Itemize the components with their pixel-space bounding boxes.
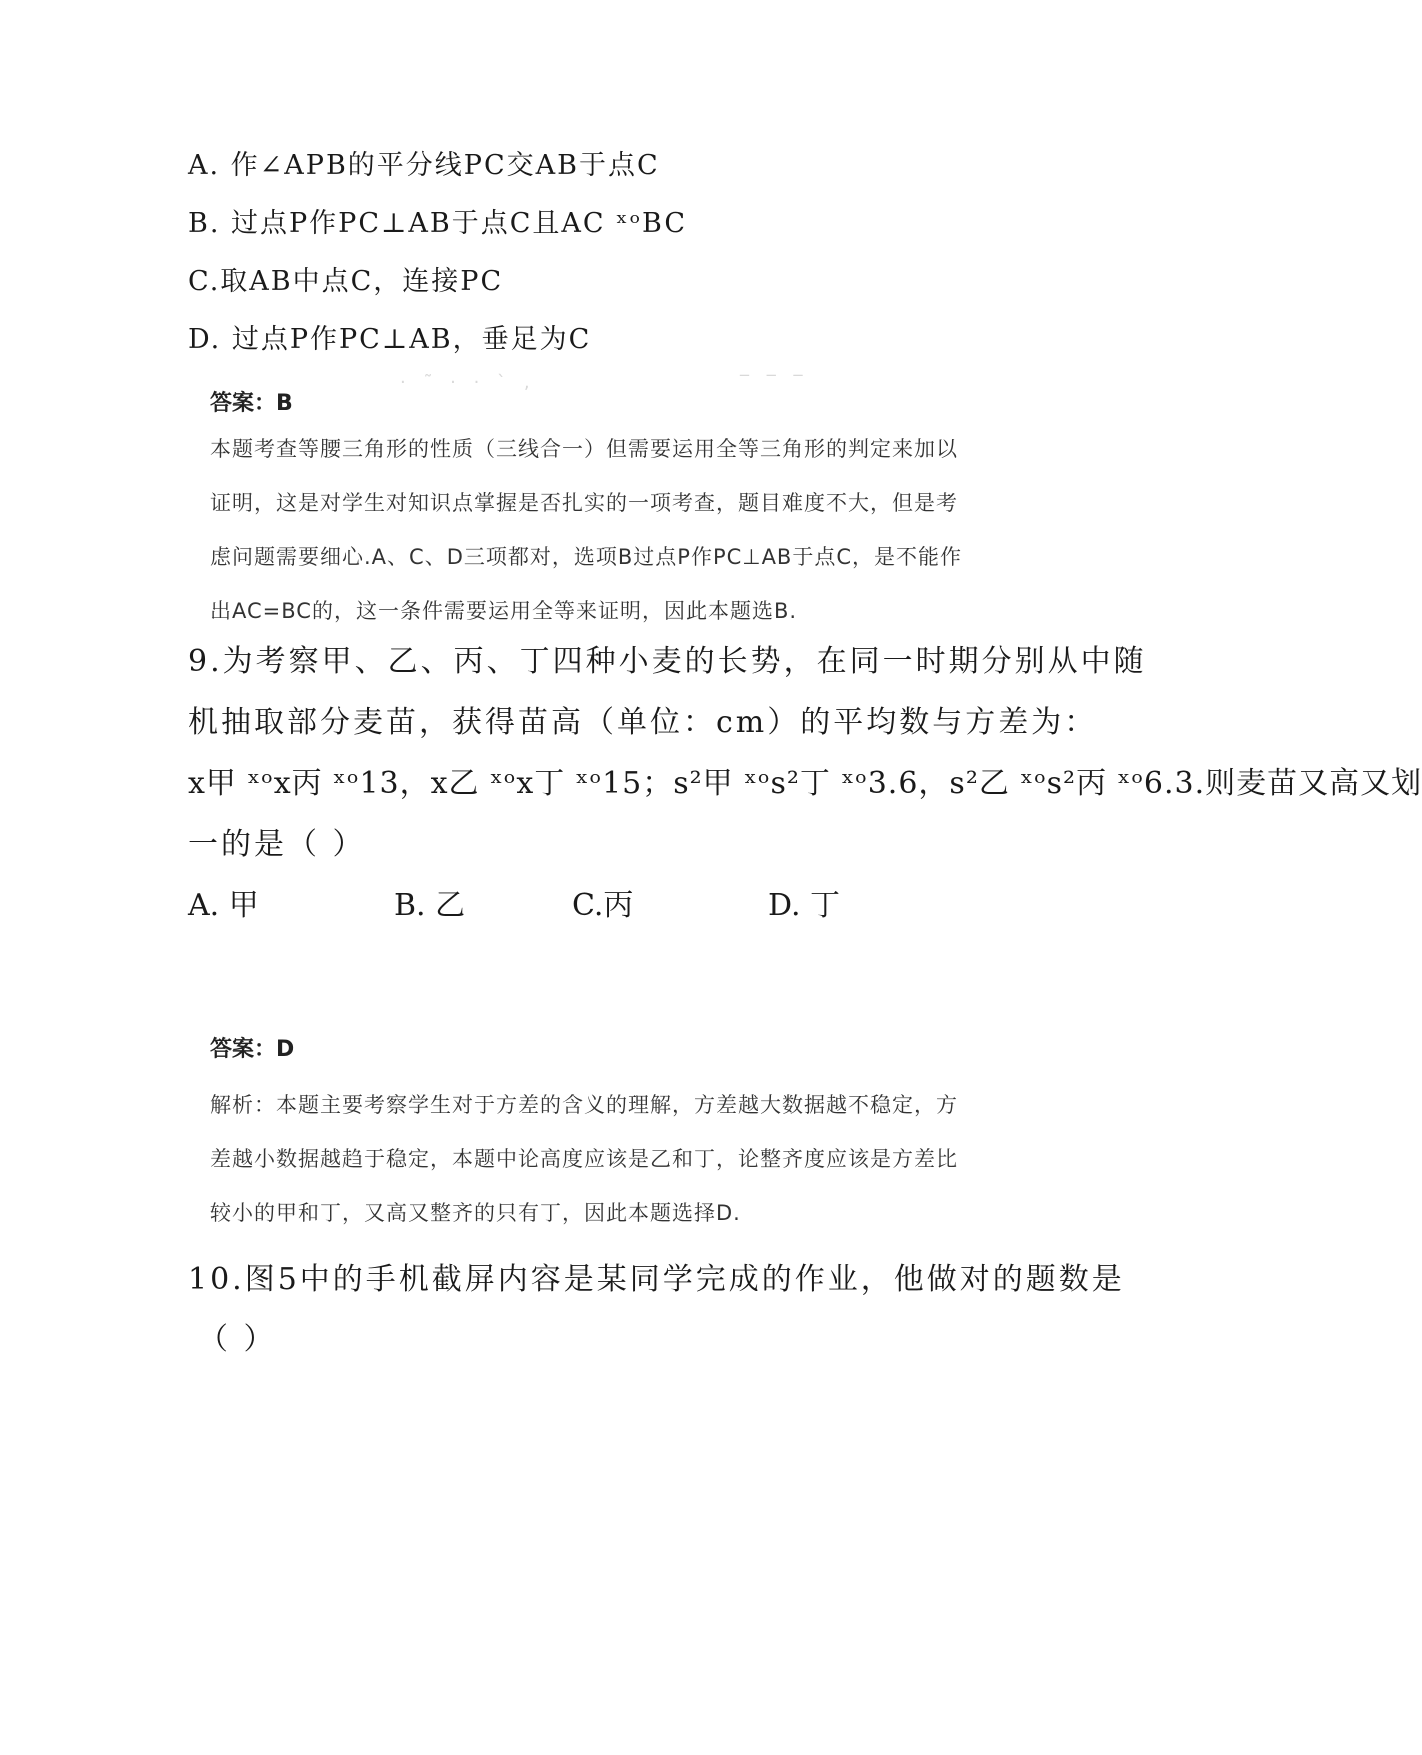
q8-option-a: A. 作∠APB的平分线PC交AB于点C	[188, 150, 660, 181]
q9-choice-a: A. 甲	[188, 888, 259, 923]
q8-explanation-line: 证明，这是对学生对知识点掌握是否扎实的一项考查，题目难度不大，但是考	[210, 491, 958, 515]
q10-stem-line: 10.图5中的手机截屏内容是某同学完成的作业，他做对的题数是	[188, 1262, 1125, 1297]
q9-explanation-line: 差越小数据越趋于稳定，本题中论高度应该是乙和丁，论整齐度应该是方差比	[210, 1147, 958, 1171]
q9-choice-d: D. 丁	[768, 888, 841, 923]
q9-stem-line: 9.为考察甲、乙、丙、丁四种小麦的长势，在同一时期分别从中随	[188, 644, 1147, 679]
q8-explanation-line: 出AC=BC的，这一条件需要运用全等来证明，因此本题选B.	[210, 599, 798, 623]
q9-explanation-line: 解析：本题主要考察学生对于方差的含义的理解，方差越大数据越不稳定，方	[210, 1093, 958, 1117]
q8-option-c: C.取AB中点C，连接PC	[188, 266, 504, 297]
q9-stem-line: 一的是（ ）	[188, 827, 366, 862]
q9-formula-line: x甲 ˣᵒx丙 ˣᵒ13，x乙 ˣᵒx丁 ˣᵒ15；s²甲 ˣᵒs²丁 ˣᵒ3.6，s²乙 ˣᵒs²丙 ˣᵒ6.3.则麦苗又高又划	[188, 766, 1422, 801]
q9-answer-label: 答案：D	[210, 1037, 295, 1062]
q8-answer-label: 答案：B	[210, 391, 293, 416]
q10-stem-line: （ ）	[198, 1322, 277, 1357]
q9-explanation-line: 较小的甲和丁，又高又整齐的只有丁，因此本题选择D.	[210, 1201, 741, 1225]
q8-option-d: D. 过点P作PC⊥AB，垂足为C	[188, 324, 592, 355]
q8-explanation-line: 本题考查等腰三角形的性质（三线合一）但需要运用全等三角形的判定来加以	[210, 437, 958, 461]
q9-stem-line: 机抽取部分麦苗，获得苗高（单位：cm）的平均数与方差为：	[188, 705, 1098, 740]
q9-choice-b: B. 乙	[394, 888, 466, 923]
scan-artifact: · ˜ · · ` ‚	[400, 372, 536, 393]
scan-artifact: ‾ ‾ ‾	[740, 372, 809, 393]
q8-explanation-line: 虑问题需要细心.A、C、D三项都对，选项B过点P作PC⊥AB于点C，是不能作	[210, 545, 962, 569]
q9-choice-c: C.丙	[572, 888, 634, 923]
q8-option-b: B. 过点P作PC⊥AB于点C且AC ˣᵒBC	[188, 208, 687, 239]
